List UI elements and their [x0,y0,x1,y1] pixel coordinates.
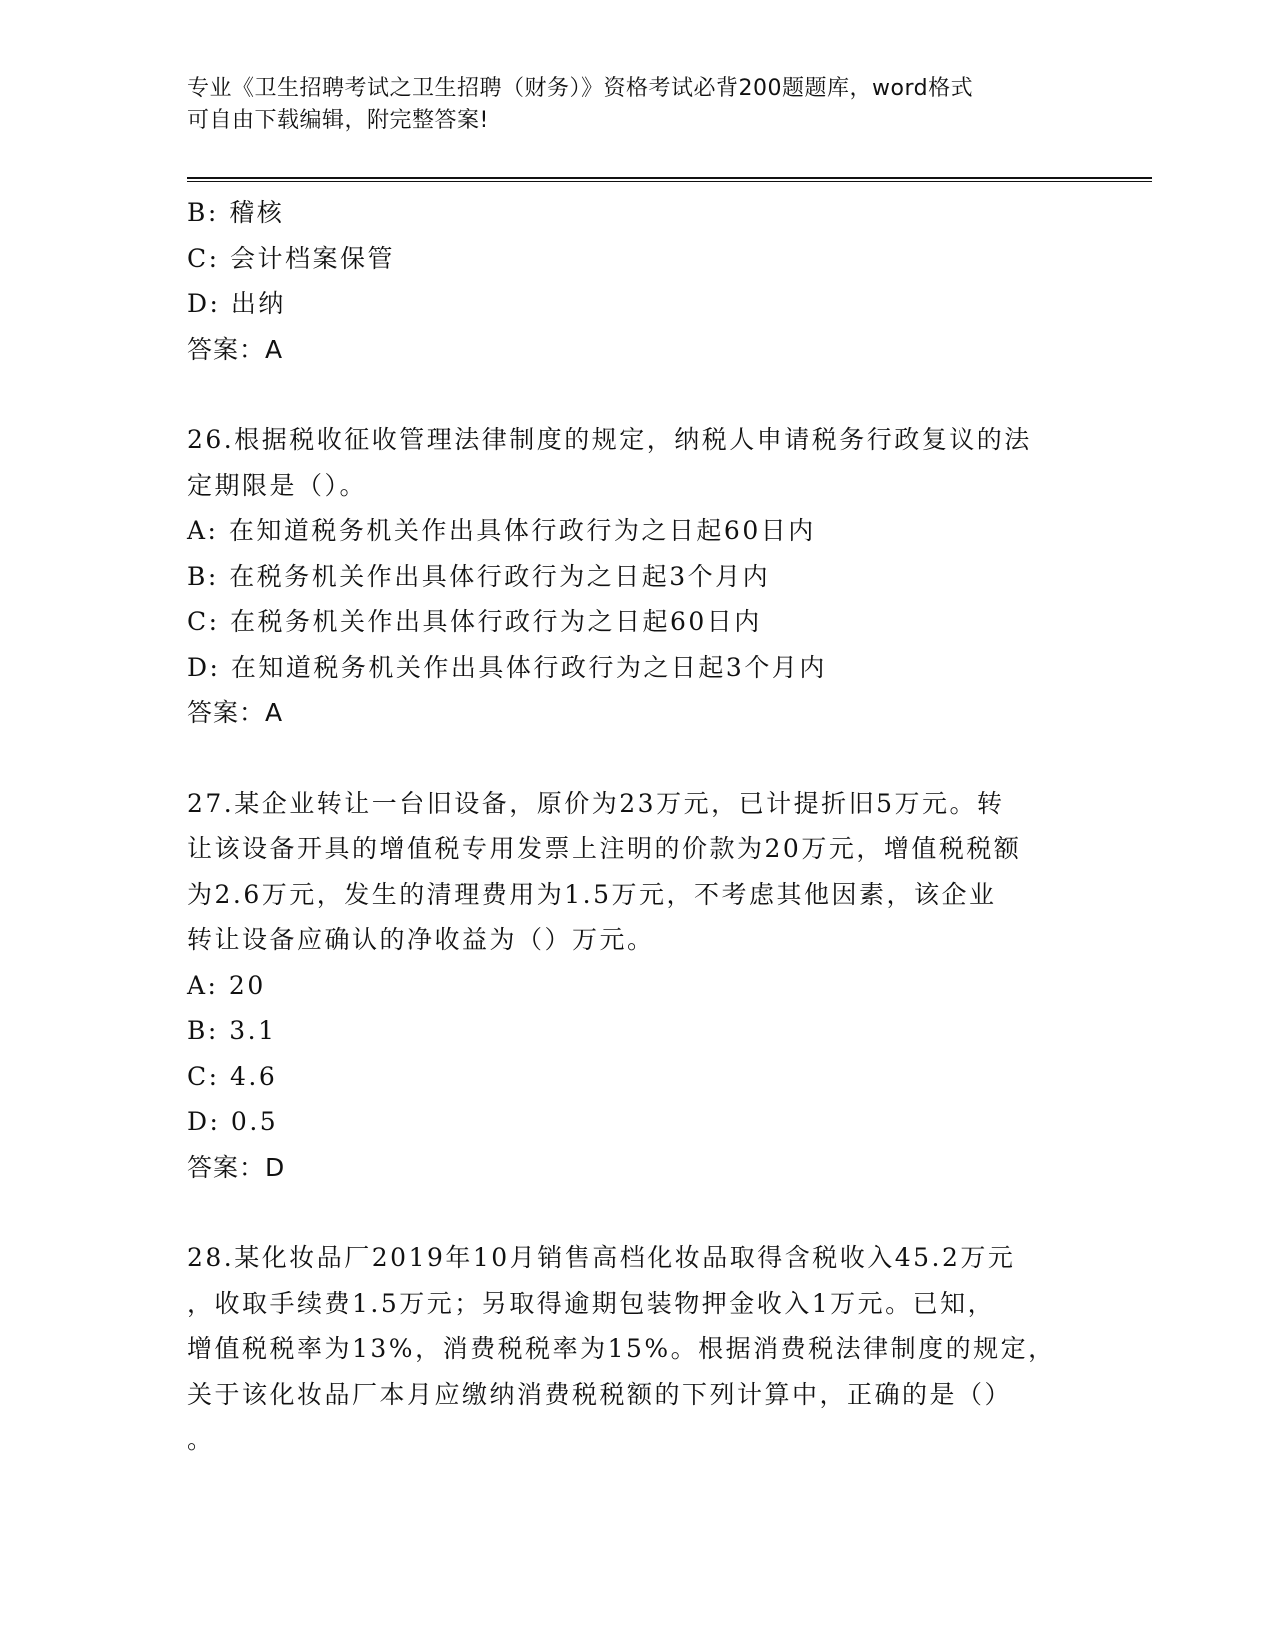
q27-option-d: D: 0.5 [187,1107,279,1136]
document-header [187,73,1067,137]
q27-answer: 答案：D [187,1152,286,1182]
q26-option-b: B: 在税务机关作出具体行政行为之日起3个月内 [187,561,771,591]
q26-option-d: D: 在知道税务机关作出具体行政行为之日起3个月内 [187,652,827,682]
q25-option-b: B: 稽核 [187,198,285,227]
question-27 [187,781,1087,1191]
header-title-line-2: 可自由下载编辑，附完整答案! [187,108,489,133]
question-content [187,190,1087,1463]
q26-answer: 答案：A [187,698,284,727]
header-divider [187,177,1152,182]
question-26 [187,417,1087,736]
q25-option-c: C: 会计档案保管 [187,243,395,273]
q25-answer: 答案：A [187,334,284,364]
q26-option-c: C: 在税务机关作出具体行政行为之日起60日内 [187,607,762,636]
q28-stem-line-3: 增值税税率为13%，消费税税率为15%。根据消费税法律制度的规定， [187,1334,1056,1363]
q27-stem-line-3: 为2.6万元，发生的清理费用为1.5万元，不考虑其他因素，该企业 [187,879,997,909]
spacer [187,372,1087,417]
question-28 [187,1235,1087,1463]
q27-stem-line-2: 让该设备开具的增值税专用发票上注明的价款为20万元，增值税税额 [187,834,1022,863]
q26-stem-line-2: 定期限是（）。 [187,470,368,500]
q27-option-c: C: 4.6 [187,1061,278,1091]
q28-stem-line-2: ，收取手续费1.5万元；另取得逾期包装物押金收入1万元。已知， [187,1288,996,1318]
spacer [187,1190,1087,1235]
q28-stem-line-4: 关于该化妆品厂本月应缴纳消费税税额的下列计算中，正确的是（） [187,1379,1013,1409]
q28-stem-line-1: 28.某化妆品厂2019年10月销售高档化妆品取得含税收入45.2万元 [187,1243,1016,1272]
q26-stem-line-1: 26.根据税收征收管理法律制度的规定，纳税人申请税务行政复议的法 [187,425,1032,454]
q27-option-b: B: 3.1 [187,1016,277,1045]
header-title-line-1: 专业《卫生招聘考试之卫生招聘（财务）》资格考试必背200题题库，word格式 [187,76,974,101]
q25-option-d: D: 出纳 [187,289,286,318]
q27-stem-line-1: 27.某企业转让一台旧设备，原价为23万元，已计提折旧5万元。转 [187,788,1005,818]
q28-stem-line-5: 。 [187,1425,215,1454]
spacer [187,736,1087,781]
q27-stem-line-4: 转让设备应确认的净收益为（）万元。 [187,925,655,954]
question-25-tail [187,190,1087,372]
q26-option-a: A: 在知道税务机关作出具体行政行为之日起60日内 [187,516,816,545]
q27-option-a: A: 20 [187,970,266,1000]
